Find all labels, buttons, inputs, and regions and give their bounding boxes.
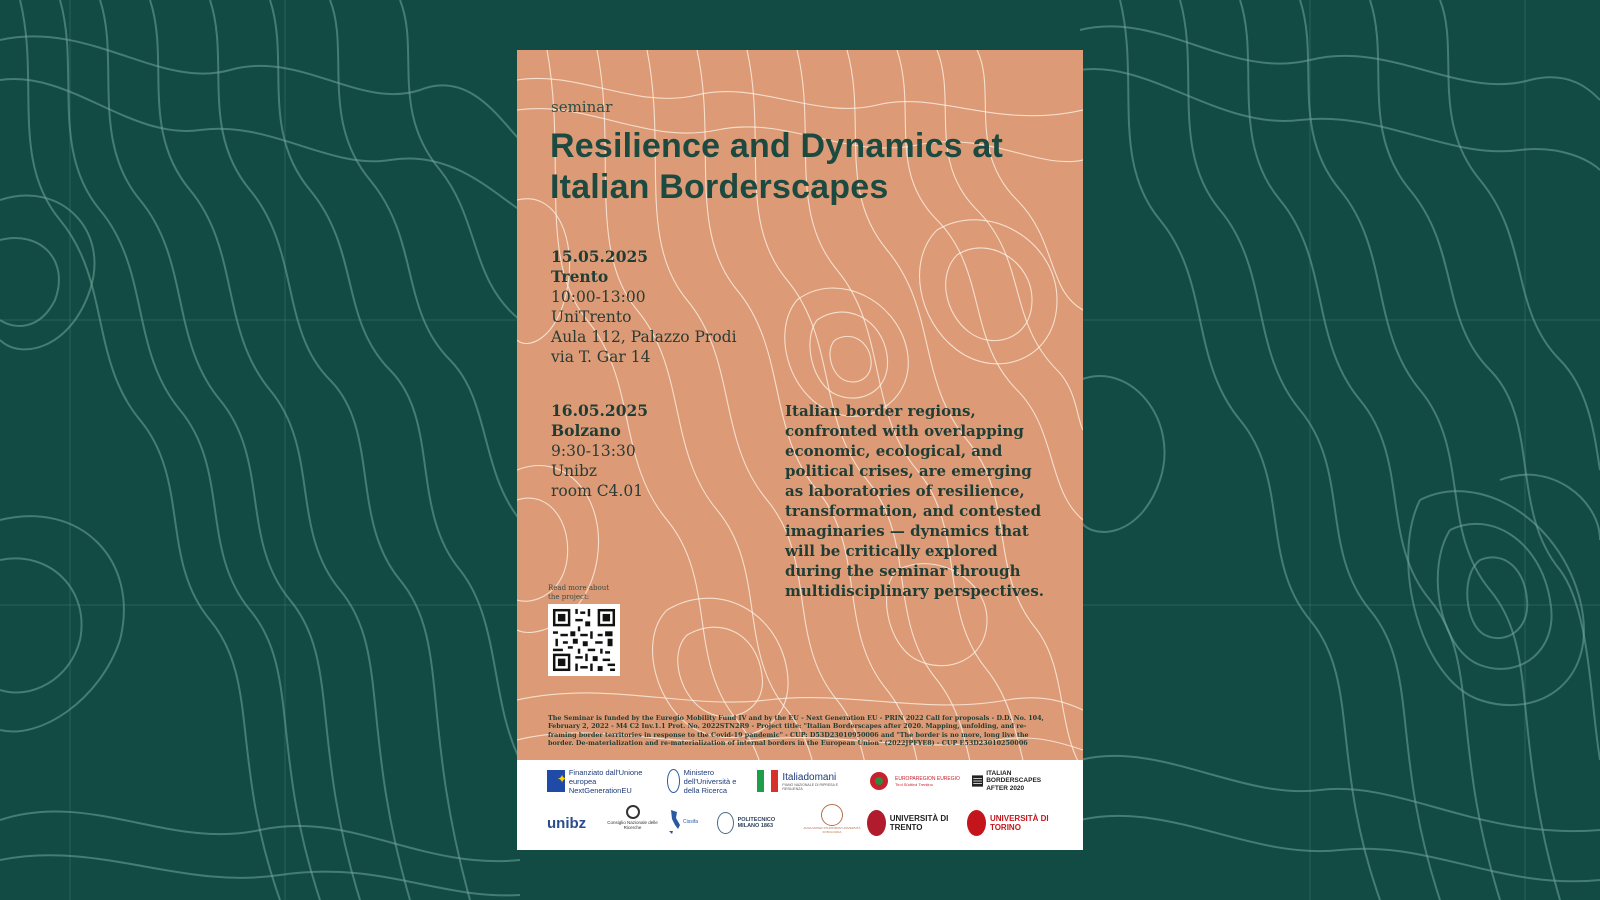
- poster-title: Resilience and Dynamics at Italian Borderscapes: [550, 127, 1004, 206]
- funding-statement: The Seminar is funded by the Euregio Mobility Fund IV and by the EU - Next Generation EU - PRIN 2022 Call for proposals - D.D. No. 104, February 2, 2022 - M4 C2 Inv.1.1 Prot. No. 2022STN2R9 - Project title: "Italian Borderscapes after 2020. Mapping, unfolding, and re-framing border territories in response to the Covid-19 pandemic" - CUP: D53D23010950006 and "The border is no more, long live the border. De-materialization and re-materialization of internal borders in the European Union" (2022JPFYE8) - CUP E53D23010250006: [548, 714, 1044, 748]
- cnr-logo: Consiglio Nazionale delle Ricerche: [605, 804, 660, 842]
- eu-flag-icon: ✦: [547, 770, 565, 792]
- polimi-seal-icon: [717, 812, 734, 834]
- unito-logo: UNIVERSITÀ DI TORINO: [967, 808, 1057, 838]
- italian-borderscapes-logo: ITALIAN BORDERSCAPES AFTER 2020: [972, 768, 1062, 794]
- seminar-poster: [517, 50, 1083, 850]
- italiadomani-logo: Italiadomani PIANO NAZIONALE DI RIPRESA E RESILIENZA: [757, 766, 857, 796]
- borderscapes-mark-icon: [972, 772, 983, 790]
- qr-code[interactable]: [548, 604, 620, 676]
- event-bolzano: [551, 401, 771, 501]
- seminar-description: Italian border regions, confronted with overlapping economic, ecological, and political crises, are emerging as laboratories of resilience, transformation, and contested imaginaries — dynamics that will be critically explored during the seminar through multidisciplinary perspectives.: [785, 402, 1045, 600]
- eu-nextgeneration-logo: ✦ Finanziato dall'Unione europea NextGenerationEU: [547, 768, 657, 794]
- italia-flag-icon: [757, 770, 778, 792]
- event-type-label: seminar: [551, 98, 613, 116]
- qr-caption: Read more about the project:: [548, 584, 610, 601]
- mur-logo: Ministero dell'Università e della Ricerca: [667, 768, 747, 794]
- mur-seal-icon: [667, 769, 680, 793]
- event-room: Aula 112, Palazzo Prodi: [551, 328, 737, 346]
- unibz-logo: unibz: [547, 814, 587, 832]
- event-date: 16.05.2025: [551, 401, 649, 420]
- qr-code-icon: [548, 604, 620, 676]
- polimi-logo: POLITECNICO MILANO 1863: [717, 808, 792, 838]
- event-date: 15.05.2025: [551, 247, 649, 266]
- event-time: 9:30-13:30: [551, 442, 636, 460]
- euregio-logo: EUROPAREGION EUREGIO Tirol Südtirol Trentino: [867, 766, 962, 796]
- event-venue: UniTrento: [551, 308, 632, 326]
- euregio-eagle-icon: [867, 769, 891, 793]
- unitn-logo: UNIVERSITÀ DI TRENTO: [867, 808, 957, 838]
- event-city: Bolzano: [551, 421, 621, 440]
- partner-logo-strip: [517, 760, 1083, 850]
- unito-seal-icon: [967, 810, 986, 836]
- event-trento: [551, 247, 771, 367]
- cissifa-logo: Cissifa: [667, 804, 712, 840]
- italy-map-icon: [667, 809, 683, 835]
- event-venue: Unibz: [551, 462, 598, 480]
- event-address: via T. Gar 14: [551, 348, 651, 366]
- event-time: 10:00-13:00: [551, 288, 646, 306]
- cnr-mark-icon: [625, 804, 641, 820]
- unitn-seal-icon: [867, 810, 886, 836]
- event-room: room C4.01: [551, 482, 644, 500]
- unibo-logo: ALMA MATER STUDIORUM UNIVERSITÀ DI BOLOGNA: [802, 804, 862, 842]
- event-city: Trento: [551, 267, 609, 286]
- unibo-seal-icon: [821, 804, 843, 826]
